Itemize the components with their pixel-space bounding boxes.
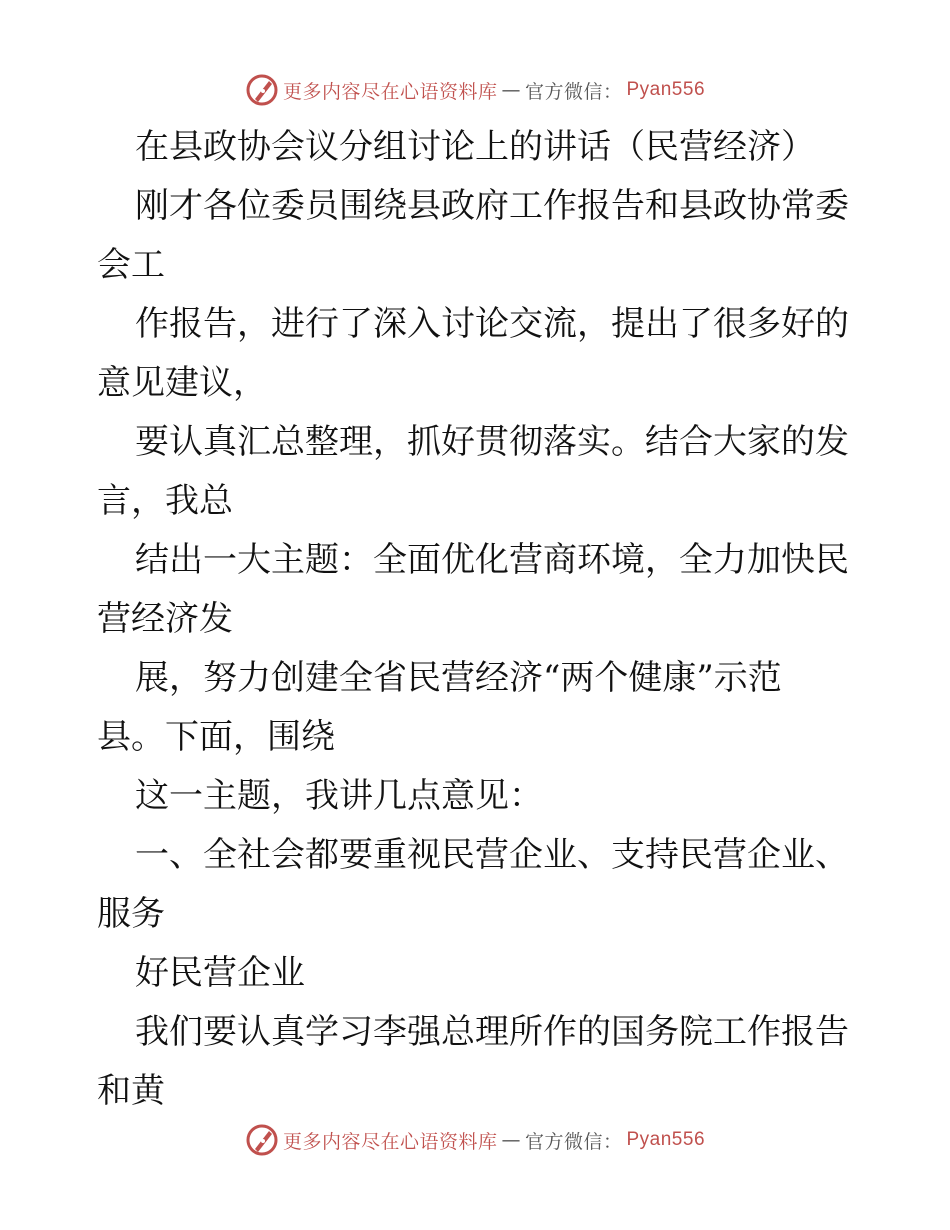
text-line: 这一主题，我讲几点意见：	[135, 776, 543, 816]
text-line: 和黄	[97, 1071, 165, 1111]
text-line: 刚才各位委员围绕县政府工作报告和县政协常委	[135, 186, 849, 226]
text-line: 好民营企业	[135, 953, 305, 993]
footer-watermark-banner	[0, 1120, 950, 1160]
text-line: 要认真汇总整理，抓好贯彻落实。结合大家的发	[135, 422, 849, 462]
section-heading: 一、全社会都要重视民营企业、支持民营企业、	[135, 835, 849, 875]
banner-dash: —	[501, 1129, 521, 1151]
text-line: 会工	[97, 245, 165, 285]
text-line: 我们要认真学习李强总理所作的国务院工作报告	[135, 1012, 849, 1052]
banner-site-name: 更多内容尽在心语资料库	[282, 1130, 498, 1153]
banner-wechat-id: Pyan556	[626, 1129, 706, 1150]
banner-wechat-id: Pyan556	[626, 79, 706, 100]
text-line: 营经济发	[97, 599, 233, 639]
text-line: 服务	[97, 894, 165, 934]
banner-dash: —	[501, 79, 521, 101]
text-line: 结出一大主题：全面优化营商环境，全力加快民	[135, 540, 849, 580]
text-line: 展，努力创建全省民营经济“两个健康”示范	[135, 658, 782, 698]
banner-site-name: 更多内容尽在心语资料库	[282, 80, 498, 103]
document-title: 在县政协会议分组讨论上的讲话（民营经济）	[135, 127, 815, 167]
text-line: 作报告，进行了深入讨论交流，提出了很多好的	[135, 304, 849, 344]
pen-nib-logo-icon	[245, 1123, 279, 1157]
text-line: 言，我总	[97, 481, 233, 521]
text-line: 意见建议，	[97, 363, 267, 403]
header-watermark-banner	[0, 70, 950, 110]
text-line: 县。下面，围绕	[97, 717, 335, 757]
pen-nib-logo-icon	[245, 73, 279, 107]
banner-wechat-label: 官方微信：	[524, 1130, 623, 1153]
document-body	[97, 118, 857, 1121]
banner-wechat-label: 官方微信：	[524, 80, 623, 103]
